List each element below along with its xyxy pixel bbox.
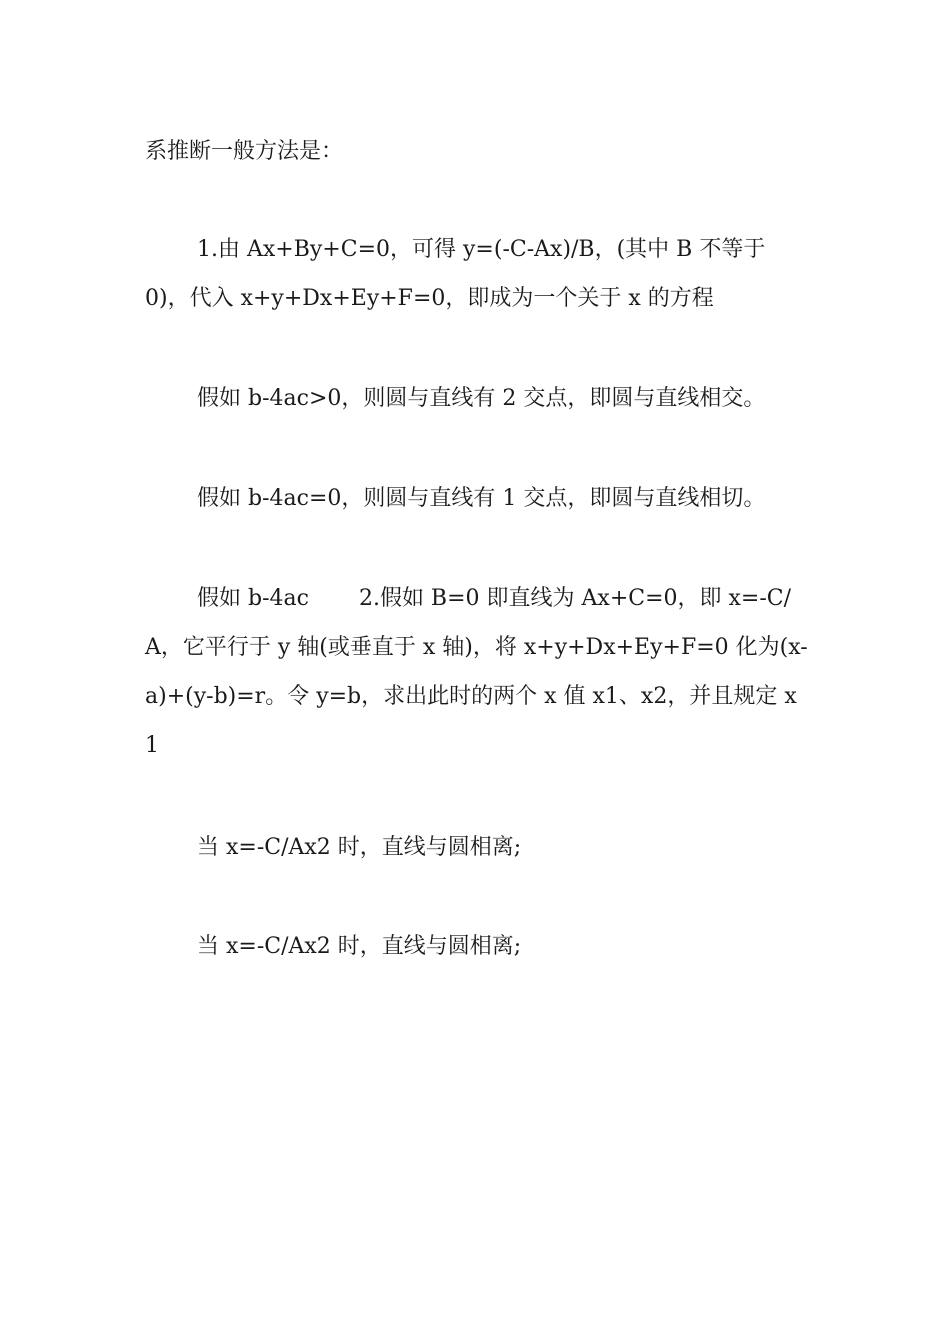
paragraph-intersect: 假如 b-4ac>0，则圆与直线有 2 交点，即圆与直线相交。 <box>197 386 766 411</box>
paragraph-intro: 系推断一般方法是： <box>145 139 344 164</box>
paragraph-separate-1: 当 x=-C/Ax2 时，直线与圆相离; <box>197 835 522 860</box>
paragraph-method-1: 1.由 Ax+By+C=0，可得 y=(-C-Ax)/B，(其中 B 不等于 0)，代入 x+y+Dx+Ey+F=0，即成为一个关于 x 的方程 <box>145 237 766 311</box>
paragraph-vertical-line-case: 2.假如 B=0 即直线为 Ax+C=0，即 x=-C/A，它平行于 y 轴(或垂直于 x 轴)，将 x+y+Dx+Ey+F=0 化为(x-a)+(y-b)=r。令 y=b，求出此时的两个 x 值 x1、x2，并且规定 x1 <box>145 586 808 758</box>
paragraph-tangent: 假如 b-4ac=0，则圆与直线有 1 交点，即圆与直线相切。 <box>197 486 766 511</box>
paragraph-method-2 <box>145 574 810 770</box>
paragraph-separate-2: 当 x=-C/Ax2 时，直线与圆相离; <box>197 934 522 959</box>
paragraph-separate-fragment: 假如 b-4ac <box>197 586 309 611</box>
